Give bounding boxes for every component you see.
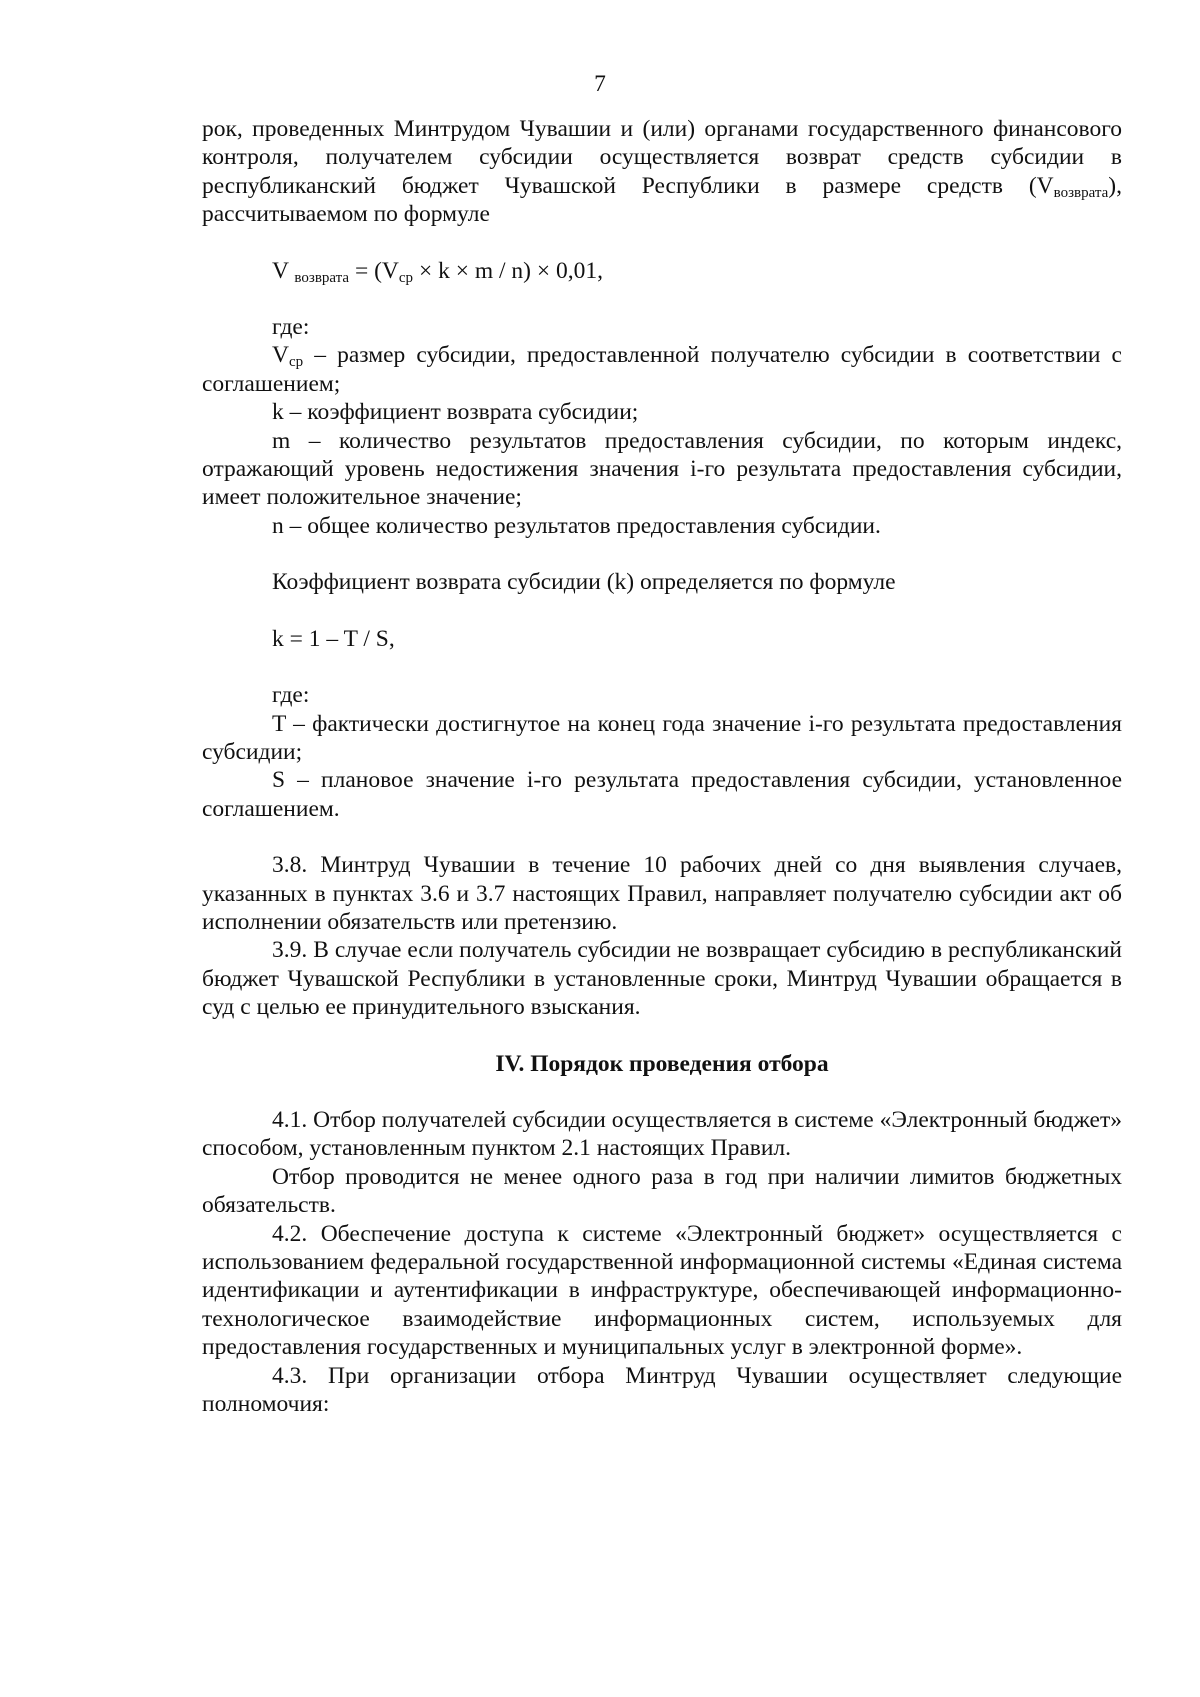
spacer [202,597,1122,625]
spacer [202,1078,1122,1106]
subscript: ср [398,269,414,286]
subscript: возврата [1053,184,1109,201]
page-number: 7 [594,71,606,97]
paragraph-3-8: 3.8. Минтруд Чувашии в течение 10 рабочих дней со дня выявления случаев, указанных в пунктах 3.6 и 3.7 настоящих Правил, направляет получателю субсидии акт об исполнении обязательств или претензию. [202,852,1122,935]
where-label: где: [272,314,310,341]
paragraph-continuation [202,115,1122,229]
coefficient-intro: Коэффициент возврата субсидии (k) определяется по формуле [272,569,896,596]
formula-part: × k × m / n) × 0,01, [413,257,603,284]
paragraph-4-1-b: Отбор проводится не менее одного раза в год при наличии лимитов бюджетных обязательств. [202,1163,1122,1219]
paragraph-4-2: 4.2. Обеспечение доступа к системе «Электронный бюджет» осуществляется с использованием федеральной государственной информационной системы «Единая система идентификации и аутентификации в инфраструктуре, обеспечивающей информационно-технологическое взаимодействие информационных систем, используемых для предоставления государственных и муниципальных услуг в электронной форме». [202,1220,1122,1361]
formula-part: = (V [349,257,399,284]
where-label: где: [272,682,310,709]
paragraph-4-3: 4.3. При организации отбора Минтруд Чувашии осуществляет следующие полномочия: [202,1362,1122,1418]
document-body [202,115,1122,1418]
spacer [202,653,1122,681]
formula-return-amount [202,257,1122,285]
spacer [202,1022,1122,1050]
paragraph-text: ), рассчитываемом по формуле [202,172,1122,228]
definition-n: n – общее количество результатов предоставления субсидии. [272,512,881,539]
section-heading: IV. Порядок проведения отбора [495,1050,829,1077]
definition-t: T – фактически достигнутое на конец года значение i-го результата предоставления субсидии; [202,710,1122,765]
spacer [202,540,1122,568]
definition-s: S – плановое значение i-го результата предоставления субсидии, установленное соглашением. [202,767,1122,822]
subscript: ср [288,354,304,371]
spacer [202,285,1122,313]
paragraph-text: рок, проведенных Минтрудом Чувашии и (или) органами государственного финансового контроля, получателем субсидии осуществляется возврат средств субсидии в республиканский бюджет Чувашской Республики в размере средств (V [202,116,1122,199]
paragraph-4-1: 4.1. Отбор получателей субсидии осуществляется в системе «Электронный бюджет» способом, установленным пунктом 2.1 настоящих Правил. [202,1106,1122,1162]
subscript: возврата [294,269,350,286]
definition-vcp [202,341,1122,398]
spacer [202,229,1122,257]
formula-coefficient: k = 1 – T / S, [272,625,395,652]
formula-symbol: V [272,342,289,369]
formula-symbol: V [272,257,289,284]
definition-m: m – количество результатов предоставления субсидии, по которым индекс, отражающий уровень недостижения значения i-го результата предоставления субсидии, имеет положительное значение; [202,427,1122,511]
spacer [202,823,1122,851]
definition-k: k – коэффициент возврата субсидии; [272,399,639,426]
paragraph-3-9: 3.9. В случае если получатель субсидии не возвращает субсидию в республиканский бюджет Чувашской Республики в установленные сроки, Минтруд Чувашии обращается в суд с целью ее принудительного взыскания. [202,937,1122,1021]
definition-text: – размер субсидии, предоставленной получателю субсидии в соответствии с соглашением; [202,342,1122,397]
